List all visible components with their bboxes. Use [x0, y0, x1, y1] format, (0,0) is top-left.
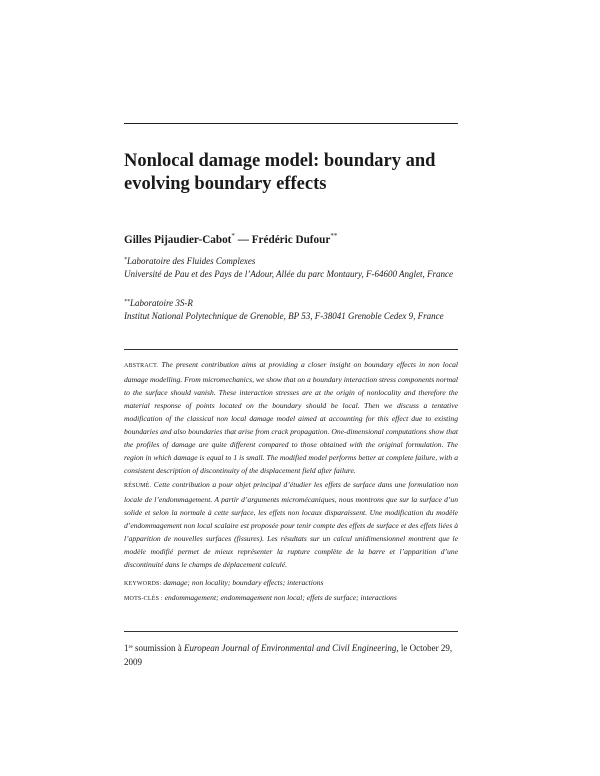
abstract-rule [124, 349, 458, 350]
abstract-label: ABSTRACT. [124, 363, 159, 369]
top-rule [124, 123, 458, 124]
footnote-suffix: , le October 29, 2009 [124, 643, 453, 667]
affiliation-1-mark: * [124, 257, 127, 263]
keywords-text: damage; non locality; boundary effects; interactions [163, 578, 324, 587]
resume [124, 478, 458, 571]
author-2: Frédéric Dufour [251, 234, 331, 246]
affiliation-2-lab: Laboratoire 3S-R [130, 298, 193, 308]
author-line [124, 232, 337, 246]
abstract-text: The present contribution aims at providing a closer insight on boundary effects in non local damage modelling. From micromechanics, we show that on a boundary interaction stress components normal to the surface should vanish. These interaction stresses are at the origin of nonlocality and therefore the material response of points located on the boundary should be local. Then we discuss a tentative modification of the classical non local damage model aimed at accounting for this effect due to existing boundaries and also boundaries that arise from crack propagation. One-dimensional computations show that the profiles of damage are quite different compared to those obtained with the original formulation. The region in which damage is equal to 1 is small. The modified model performs better at complete failure, with a consistent description of discontinuity of the displacement field after failure. [124, 360, 458, 475]
affiliation-1 [124, 254, 458, 281]
journal-name: European Journal of Environmental and Civil Engineering [184, 643, 397, 653]
affiliation-1-address: Université de Pau et des Pays de l’Adour, Allée du parc Montaury, F-64600 Anglet, France [124, 269, 454, 279]
mots-cles-text: endommagement; endommagement non local; effets de surface; interactions [164, 593, 397, 602]
mots-cles [124, 591, 458, 606]
paper-title: Nonlocal damage model: boundary and evolving boundary effects [124, 151, 436, 194]
affiliation-2-address: Institut National Polytechnique de Grenoble, BP 53, F-38041 Grenoble Cedex 9, France [124, 311, 444, 321]
affiliation-2 [124, 296, 458, 323]
affiliation-1-lab: Laboratoire des Fluides Complexes [127, 256, 256, 266]
footnote-number: 1 [124, 643, 129, 653]
author-separator: — [237, 234, 249, 246]
keywords-label: KEYWORDS: [124, 581, 162, 587]
author-2-mark: ** [330, 232, 338, 240]
mots-cles-label: MOTS-CLÉS : [124, 596, 163, 602]
abstract [124, 358, 458, 477]
author-1-mark: * [231, 232, 235, 240]
keywords [124, 576, 458, 591]
resume-text: Cette contribution a pour objet principal d’étudier les effets de surface dans une formulation non locale de l’endommagement. A partir d’arguments micromécaniques, nous montrons que sur la surface d’un solide et selon la normale à cette surface, les effets non locaux disparaissent. Une modification du modèle d’endommagement non local scalaire est proposée pour tenir compte des effets de surface et des effets liées à l’apparition de nouvelles surfaces (fissures). Les résultats sur un calcul unidimensionnel montrent que le modèle modifié permet de mieux représenter la rupture complète de la barre et l’apparition d’une discontinuité dans le champs de déplacement calculé. [124, 480, 458, 569]
author-1: Gilles Pijaudier-Cabot [124, 234, 232, 246]
resume-label: RÉSUMÉ. [124, 483, 152, 489]
affiliation-2-mark: ** [124, 299, 130, 305]
footnote-rule [124, 631, 458, 632]
footnote-prefix: soumission à [135, 643, 182, 653]
footnote [124, 640, 458, 669]
footnote-superscript: re [128, 644, 133, 650]
